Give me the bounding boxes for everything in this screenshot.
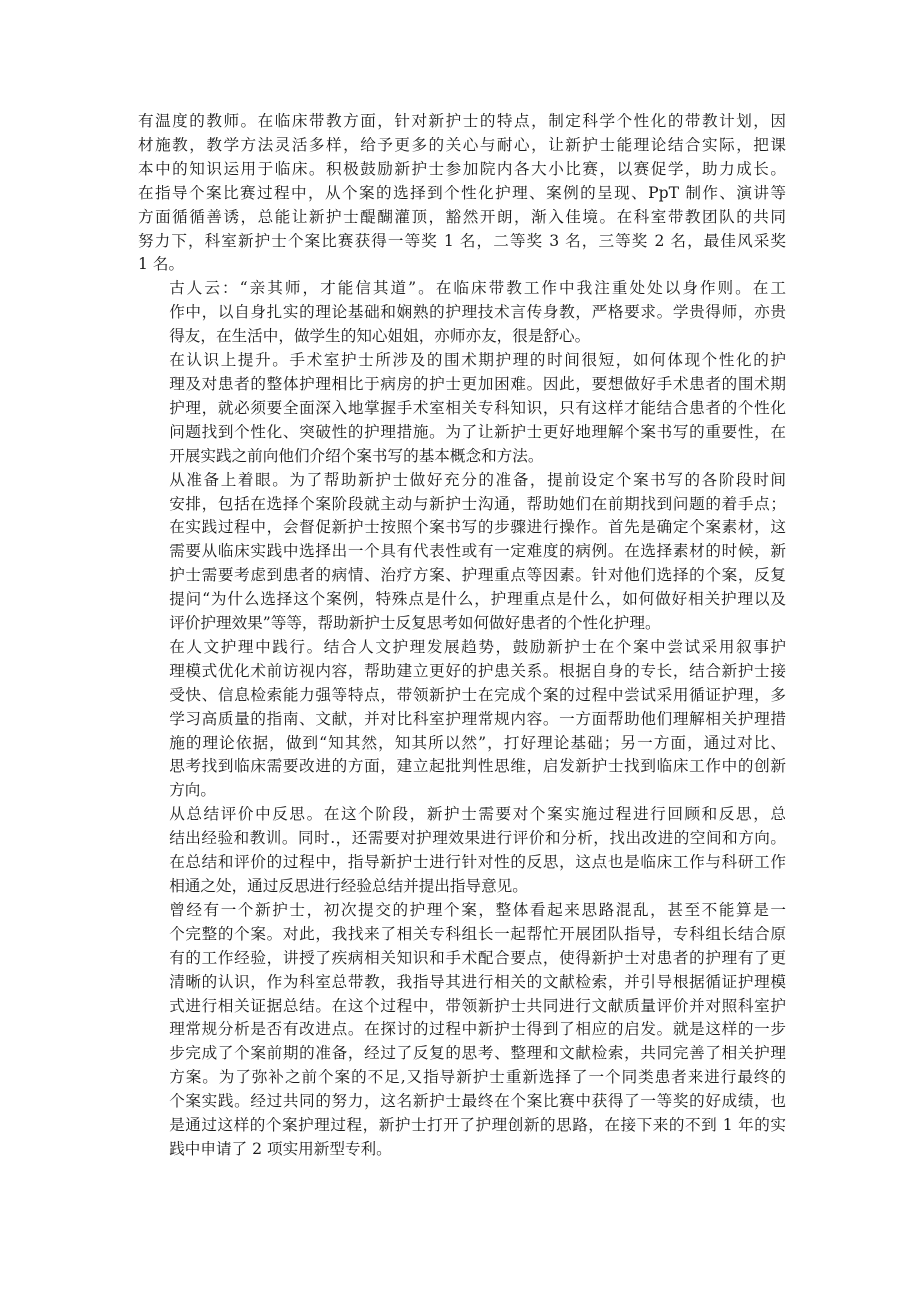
paragraph-1 [138, 110, 786, 277]
text-line: 施的理论依据，做到“知其然，知其所以然”，打好理论基础；另一方面，通过对比、 [169, 733, 786, 752]
text-line: 在实践过程中，会督促新护士按照个案书写的步骤进行操作。首先是确定个案素材，这 [169, 518, 786, 537]
text-line: 方面循循善诱，总能让新护士醍醐灌顶，豁然开朗，渐入佳境。在科室带教团队的共同 [138, 207, 786, 226]
paragraph-6 [138, 803, 786, 899]
text-line: 在认识上提升。手术室护士所涉及的围术期护理的时间很短，如何体现个性化的护 [169, 351, 786, 370]
text-line: 在总结和评价的过程中，指导新护士进行针对性的反思，这点也是临床工作与科研工作 [169, 853, 786, 872]
text-line: 从总结评价中反思。在这个阶段，新护士需要对个案实施过程进行回顾和反思，总 [169, 805, 786, 824]
text-line: 个案实践。经过共同的努力，这名新护士最终在个案比赛中获得了一等奖的好成绩，也 [169, 1092, 786, 1111]
text-line: 思考找到临床需要改进的方面，建立起批判性思维，启发新护士找到临床工作中的创新 [169, 757, 786, 776]
text-line: 理及对患者的整体护理相比于病房的护士更加困难。因此，要想做好手术患者的围术期 [169, 374, 786, 393]
text-line: 曾经有一个新护士，初次提交的护理个案，整体看起来思路混乱，甚至不能算是一 [169, 900, 786, 919]
text-line: 评价护理效果”等等，帮助新护士反复思考如何做好患者的个性化护理。 [169, 614, 661, 633]
text-line: 安排，包括在选择个案阶段就主动与新护士沟通，帮助她们在前期找到问题的着手点； [169, 494, 786, 513]
text-line: 古人云：“亲其师，才能信其道”。在临床带教工作中我注重处处以身作则。在工 [169, 279, 786, 298]
text-line: 理常规分析是否有改进点。在探讨的过程中新护士得到了相应的启发。就是这样的一步 [169, 1020, 786, 1039]
paragraph-5 [138, 636, 786, 803]
text-line: 1 名。 [138, 255, 185, 274]
paragraph-3 [138, 349, 786, 469]
text-line: 相通之处，通过反思进行经验总结并提出指导意见。 [169, 877, 528, 895]
text-line: 努力下，科室新护士个案比赛获得一等奖 1 名，二等奖 3 名，三等奖 2 名，最佳风采奖 [138, 231, 786, 250]
text-line: 有的工作经验，讲授了疾病相关知识和手术配合要点，使得新护士对患者的护理有了更 [169, 948, 786, 967]
text-line: 从准备上着眼。为了帮助新护士做好充分的准备，提前设定个案书写的各阶段时间 [169, 470, 786, 489]
text-line: 开展实践之前向他们介绍个案书写的基本概念和方法。 [169, 446, 544, 465]
text-line: 是通过这样的个案护理过程，新护士打开了护理创新的思路，在接下来的不到 1 年的实 [169, 1116, 786, 1135]
paragraph-7 [138, 899, 786, 1162]
text-line: 需要从临床实践中选择出一个具有代表性或有一定难度的病例。在选择素材的时候，新 [169, 542, 786, 561]
text-line: 清晰的认识，作为科室总带教，我指导其进行相关的文献检索，并引导根据循证护理模 [169, 972, 786, 991]
document-body [138, 110, 786, 1162]
text-line: 方案。为了弥补之前个案的不足,又指导新护士重新选择了一个同类患者来进行最终的 [169, 1068, 786, 1087]
paragraph-4 [138, 469, 786, 636]
text-line: 得友，在生活中，做学生的知心姐姐，亦师亦友，很是舒心。 [169, 327, 591, 346]
text-line: 学习高质量的指南、文献，并对比科室护理常规内容。一方面帮助他们理解相关护理措 [169, 709, 786, 728]
text-line: 问题找到个性化、突破性的护理措施。为了让新护士更好地理解个案书写的重要性，在 [169, 422, 786, 441]
text-line: 个完整的个案。对此，我找来了相关专科组长一起帮忙开展团队指导，专科组长结合原 [169, 924, 786, 943]
text-line: 提问“为什么选择这个案例，特殊点是什么，护理重点是什么，如何做好相关护理以及 [169, 590, 786, 609]
text-line: 步完成了个案前期的准备，经过了反复的思考、整理和文献检索，共同完善了相关护理 [169, 1044, 786, 1063]
text-line: 在人文护理中践行。结合人文护理发展趋势，鼓励新护士在个案中尝试采用叙事护 [169, 637, 786, 656]
text-line: 受快、信息检索能力强等特点，带领新护士在完成个案的过程中尝试采用循证护理，多 [169, 685, 786, 704]
text-line: 理模式优化术前访视内容，帮助建立更好的护患关系。根据自身的专长，结合新护士接 [169, 661, 786, 680]
paragraph-2 [138, 277, 786, 349]
text-line: 护士需要考虑到患者的病情、治疗方案、护理重点等因素。针对他们选择的个案，反复 [169, 566, 786, 585]
text-line: 方向。 [169, 781, 216, 800]
text-line: 式进行相关证据总结。在这个过程中，带领新护士共同进行文献质量评价并对照科室护 [169, 996, 786, 1015]
text-line: 护理，就必须要全面深入地掌握手术室相关专科知识，只有这样才能结合患者的个性化 [169, 398, 786, 417]
text-line: 本中的知识运用于临床。积极鼓励新护士参加院内各大小比赛，以赛促学，助力成长。 [138, 159, 786, 178]
text-line: 践中申请了 2 项实用新型专利。 [169, 1139, 392, 1158]
text-line: 在指导个案比赛过程中，从个案的选择到个性化护理、案例的呈现、PpT 制作、演讲等 [138, 183, 786, 202]
text-line: 作中，以自身扎实的理论基础和娴熟的护理技术言传身教，严格要求。学贵得师，亦贵 [169, 303, 786, 322]
text-line: 结出经验和教训。同时.，还需要对护理效果进行评价和分析，找出改进的空间和方向。 [169, 829, 786, 848]
text-line: 材施教，教学方法灵活多样，给予更多的关心与耐心，让新护士能理论结合实际，把课 [138, 135, 786, 154]
text-line: 有温度的教师。在临床带教方面，针对新护士的特点，制定科学个性化的带教计划，因 [138, 112, 786, 130]
